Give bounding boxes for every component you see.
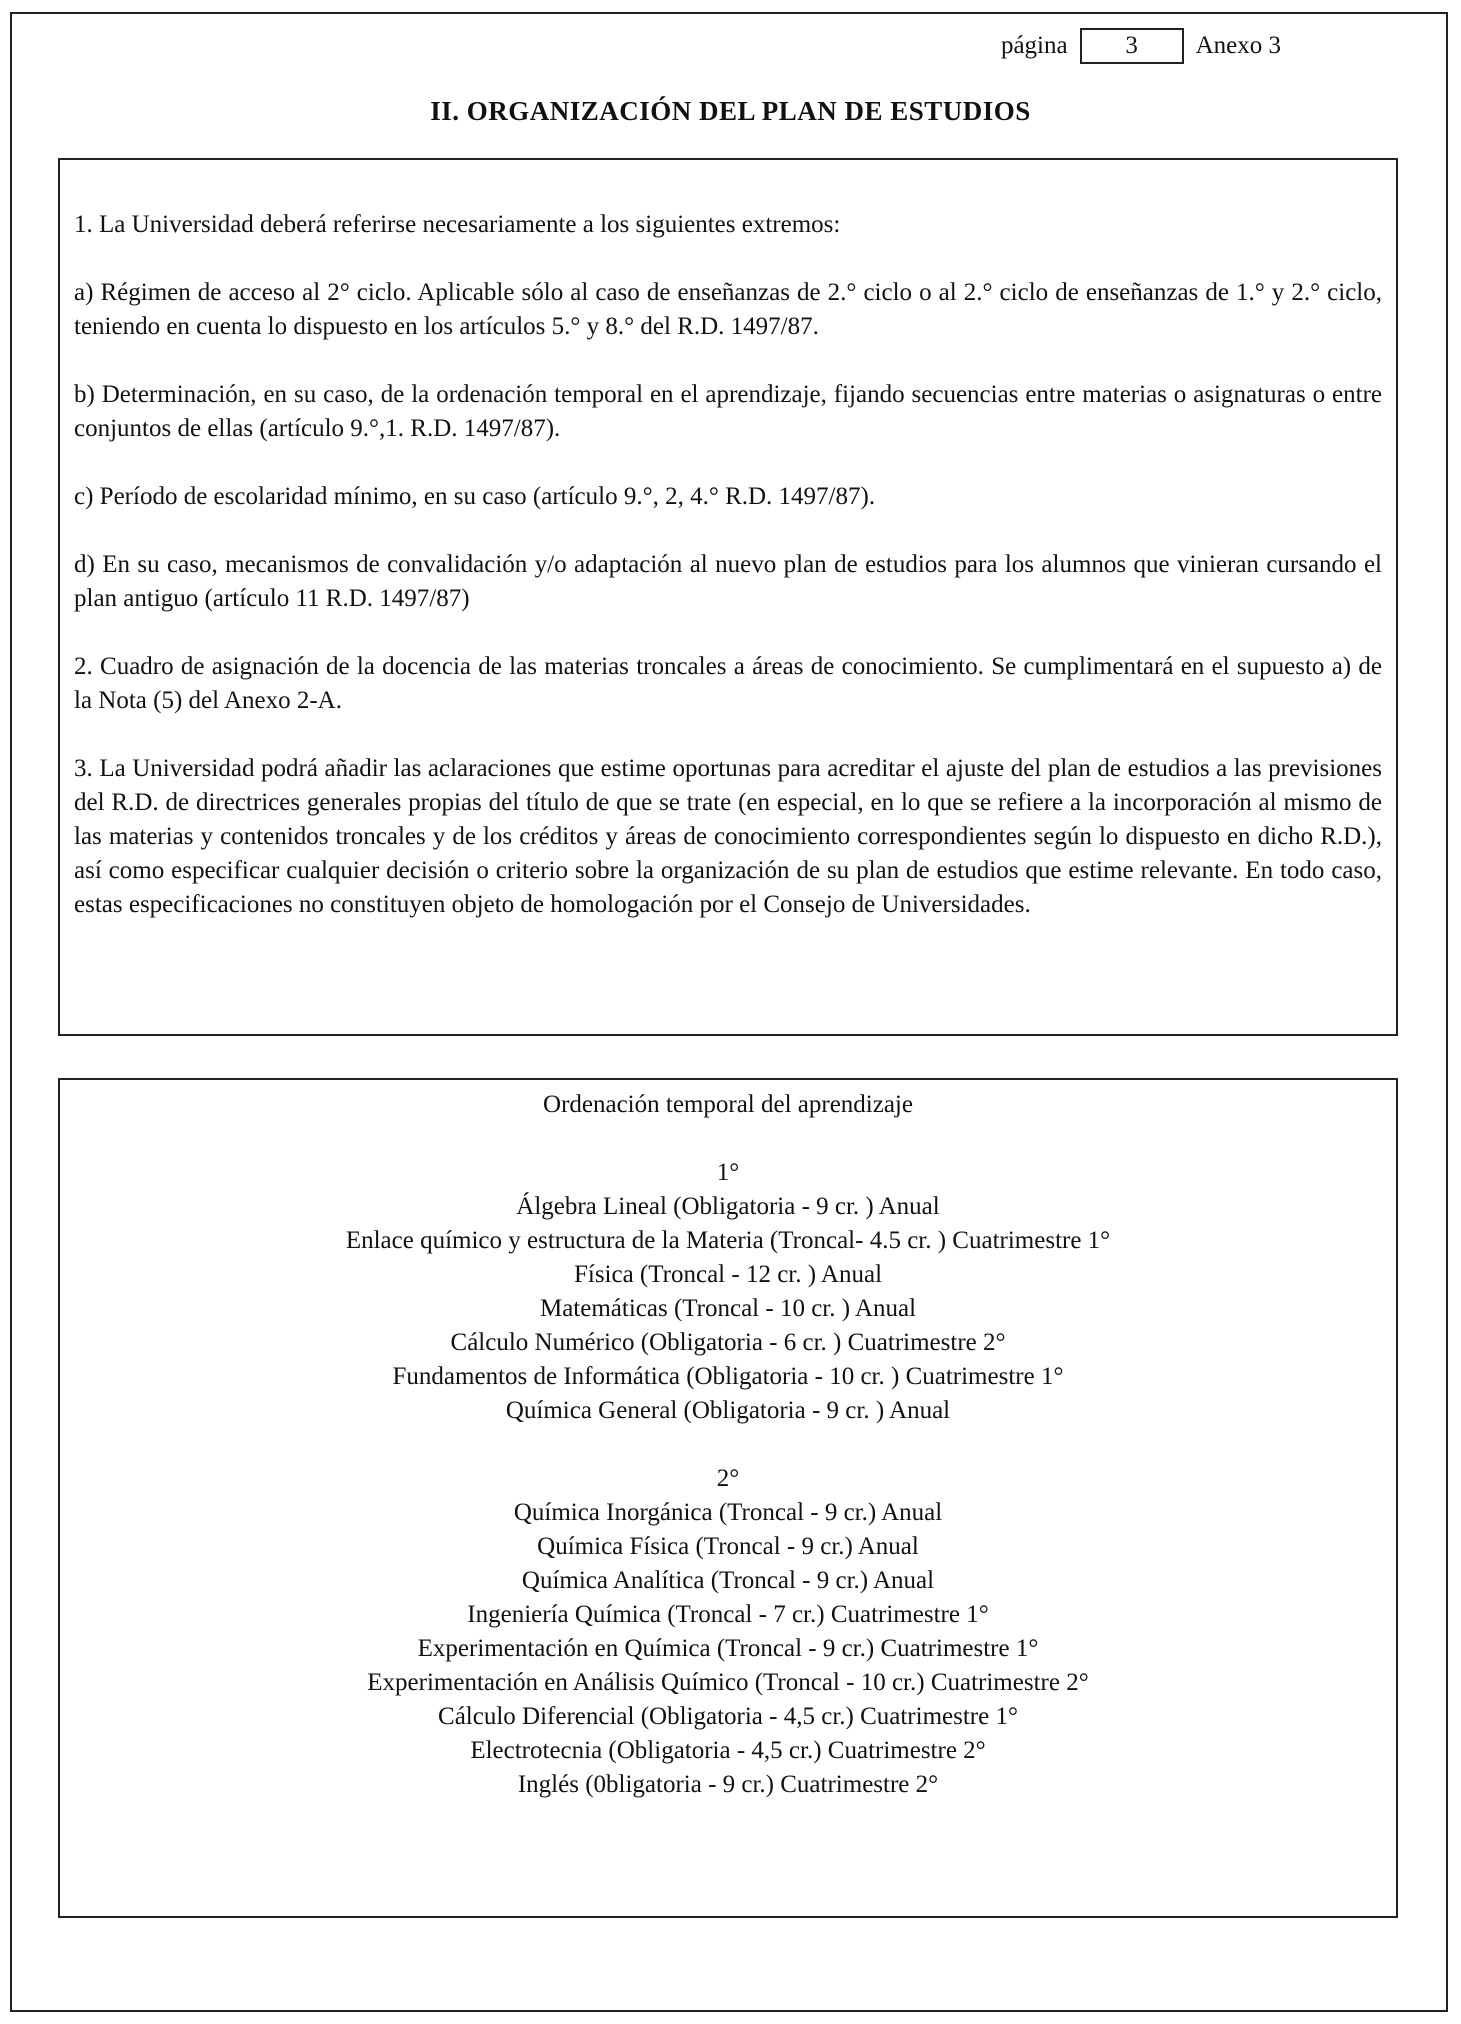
course-item: Química General (Obligatoria - 9 cr. ) Anual [505, 1397, 951, 1424]
schedule-box [58, 1078, 1398, 1918]
instruction-paragraph-2: 2. Cuadro de asignación de la docencia de las materias troncales a áreas de conocimiento. Se cumplimentará en el supuesto a) de la Nota (5) del Anexo 2-A. [74, 653, 1382, 714]
course-item: Inglés (0bligatoria - 9 cr.) Cuatrimestre 2° [517, 1771, 939, 1798]
annex-label: Anexo 3 [1195, 32, 1281, 59]
course-item: Álgebra Lineal (Obligatoria - 9 cr. ) Anual [516, 1193, 940, 1220]
course-item: Experimentación en Análisis Químico (Troncal - 10 cr.) Cuatrimestre 2° [367, 1669, 1089, 1696]
course-item: Química Inorgánica (Troncal - 9 cr.) Anual [513, 1499, 943, 1526]
instruction-paragraph-c: c) Período de escolaridad mínimo, en su caso (artículo 9.°, 2, 4.° R.D. 1497/87). [74, 483, 876, 510]
year-block-1 [60, 1156, 1396, 1428]
page-label: página [1000, 32, 1068, 59]
year-block-2 [60, 1462, 1396, 1802]
page-title: II. ORGANIZACIÓN DEL PLAN DE ESTUDIOS [430, 96, 1031, 126]
course-item: Fundamentos de Informática (Obligatoria - 10 cr. ) Cuatrimestre 1° [392, 1363, 1064, 1390]
year-label: 2° [716, 1465, 740, 1492]
course-item: Matemáticas (Troncal - 10 cr. ) Anual [539, 1295, 917, 1322]
schedule-title: Ordenación temporal del aprendizaje [543, 1091, 913, 1118]
course-item: Experimentación en Química (Troncal - 9 cr.) Cuatrimestre 1° [417, 1635, 1039, 1662]
course-item: Cálculo Diferencial (Obligatoria - 4,5 cr.) Cuatrimestre 1° [438, 1703, 1018, 1730]
instruction-paragraph-1: 1. La Universidad deberá referirse necesariamente a los siguientes extremos: [74, 211, 841, 238]
course-item: Química Física (Troncal - 9 cr.) Anual [537, 1533, 919, 1560]
page-header [1001, 28, 1281, 64]
instruction-paragraph-3: 3. La Universidad podrá añadir las aclaraciones que estime oportunas para acreditar el ajuste del plan de estudios a las previsiones del R.D. de directrices generales propias del título de que se trate (en especial, en lo que se refiere a la incorporación al mismo de las materias y contenidos troncales y de los créditos y áreas de conocimiento correspondientes según lo dispuesto en dicho R.D.), así como especificar cualquier decisión o criterio sobre la organización de su plan de estudios que estime relevante. En todo caso, estas especificaciones no constituyen objeto de homologación por el Consejo de Universidades. [74, 755, 1382, 918]
course-item: Física (Troncal - 12 cr. ) Anual [573, 1261, 883, 1288]
instruction-paragraph-d: d) En su caso, mecanismos de convalidación y/o adaptación al nuevo plan de estudios para los alumnos que vinieran cursando el plan antiguo (artículo 11 R.D. 1497/87) [74, 551, 1382, 612]
instruction-paragraph-a: a) Régimen de acceso al 2° ciclo. Aplicable sólo al caso de enseñanzas de 2.° ciclo o al 2.° ciclo de enseñanzas de 1.° y 2.° ciclo, teniendo en cuenta lo dispuesto en los artículos 5.° y 8.° del R.D. 1497/87. [74, 279, 1382, 340]
instructions-box [58, 158, 1398, 1036]
course-item: Ingeniería Química (Troncal - 7 cr.) Cuatrimestre 1° [467, 1601, 989, 1628]
course-item: Enlace químico y estructura de la Materia (Troncal- 4.5 cr. ) Cuatrimestre 1° [345, 1227, 1111, 1254]
instruction-paragraph-b: b) Determinación, en su caso, de la ordenación temporal en el aprendizaje, fijando secuencias entre materias o asignaturas o entre conjuntos de ellas (artículo 9.°,1. R.D. 1497/87). [74, 381, 1382, 442]
year-label: 1° [716, 1159, 740, 1186]
page-number-box: 3 [1080, 28, 1184, 64]
course-item: Química Analítica (Troncal - 9 cr.) Anual [521, 1567, 935, 1594]
course-item: Electrotecnia (Obligatoria - 4,5 cr.) Cuatrimestre 2° [470, 1737, 986, 1764]
course-item: Cálculo Numérico (Obligatoria - 6 cr. ) Cuatrimestre 2° [450, 1329, 1006, 1356]
